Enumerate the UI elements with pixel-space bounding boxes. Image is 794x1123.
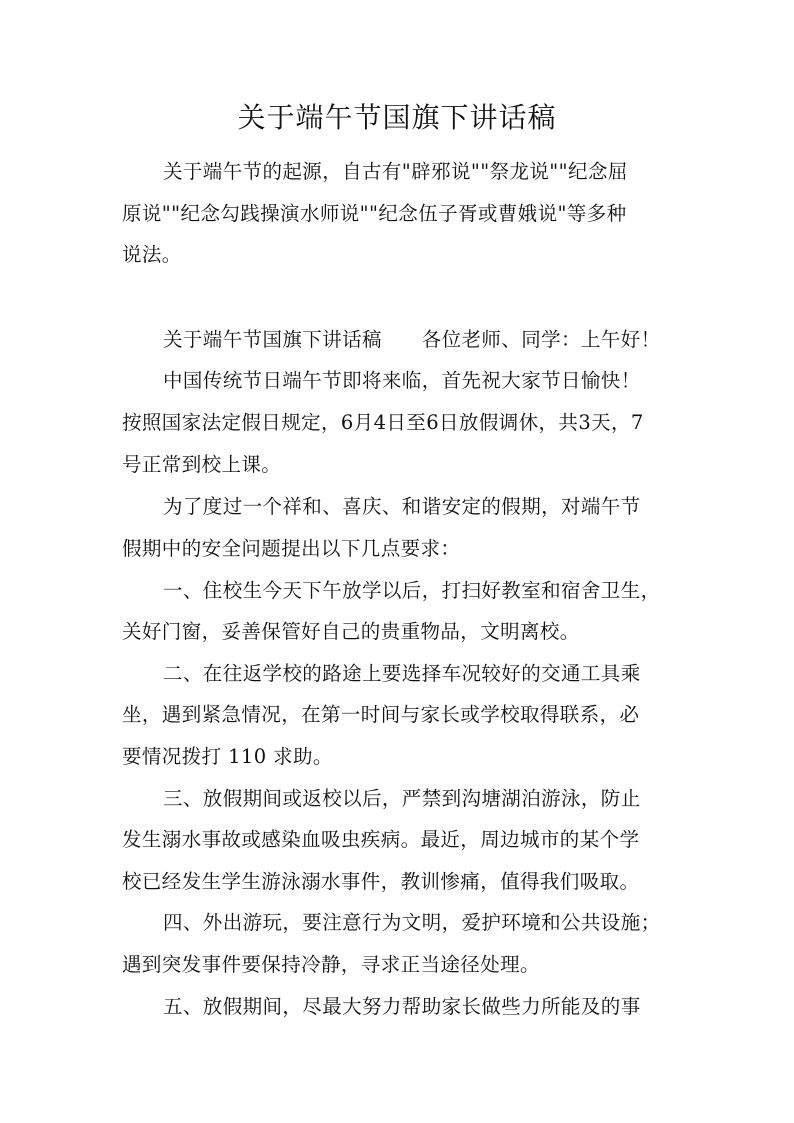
paragraph-line: 关于端午节的起源，自古有"辟邪说""祭龙说""纪念屈 <box>163 160 628 183</box>
paragraph-line: 三、放假期间或返校以后，严禁到沟塘湖泊游泳，防止 <box>163 787 641 810</box>
paragraph-line: 说法。 <box>122 243 182 266</box>
paragraph-line: 四、外出游玩，要注意行为文明，爱护环境和公共设施； <box>163 911 661 934</box>
paragraph-line: 中国传统节日端午节即将来临，首先祝大家节日愉快！ <box>163 369 641 392</box>
paragraph-line: 原说""纪念勾践操演水师说""纪念伍子胥或曹娥说"等多种 <box>122 202 627 225</box>
paragraph-line: 要情况拨打 110 求助。 <box>122 745 333 768</box>
paragraph-line: 发生溺水事故或感染血吸虫疾病。最近，周边城市的某个学 <box>122 828 640 851</box>
paragraph-line: 关好门窗，妥善保管好自己的贵重物品，文明离校。 <box>122 620 580 643</box>
paragraph-line: 按照国家法定假日规定，6月4日至6日放假调休，共3天，7 <box>122 411 644 434</box>
paragraph-line: 关于端午节国旗下讲话稿 各位老师、同学：上午好！ <box>163 328 661 351</box>
paragraph-line: 一、住校生今天下午放学以后，打扫好教室和宿舍卫生， <box>163 579 661 602</box>
paragraph-line: 为了度过一个祥和、喜庆、和谐安定的假期，对端午节 <box>163 495 641 518</box>
paragraph-line: 五、放假期间，尽最大努力帮助家长做些力所能及的事 <box>163 995 641 1018</box>
paragraph-line: 遇到突发事件要保持冷静，寻求正当途径处理。 <box>122 953 540 976</box>
document-title: 关于端午节国旗下讲话稿 <box>237 101 557 134</box>
paragraph-line: 假期中的安全问题提出以下几点要求： <box>122 537 461 560</box>
paragraph-line: 坐，遇到紧急情况，在第一时间与家长或学校取得联系，必 <box>122 703 640 726</box>
paragraph-line: 二、在往返学校的路途上要选择车况较好的交通工具乘 <box>163 662 641 685</box>
paragraph-line: 号正常到校上课。 <box>122 453 282 476</box>
paragraph-line: 校已经发生学生游泳溺水事件，教训惨痛，值得我们吸取。 <box>122 870 640 893</box>
